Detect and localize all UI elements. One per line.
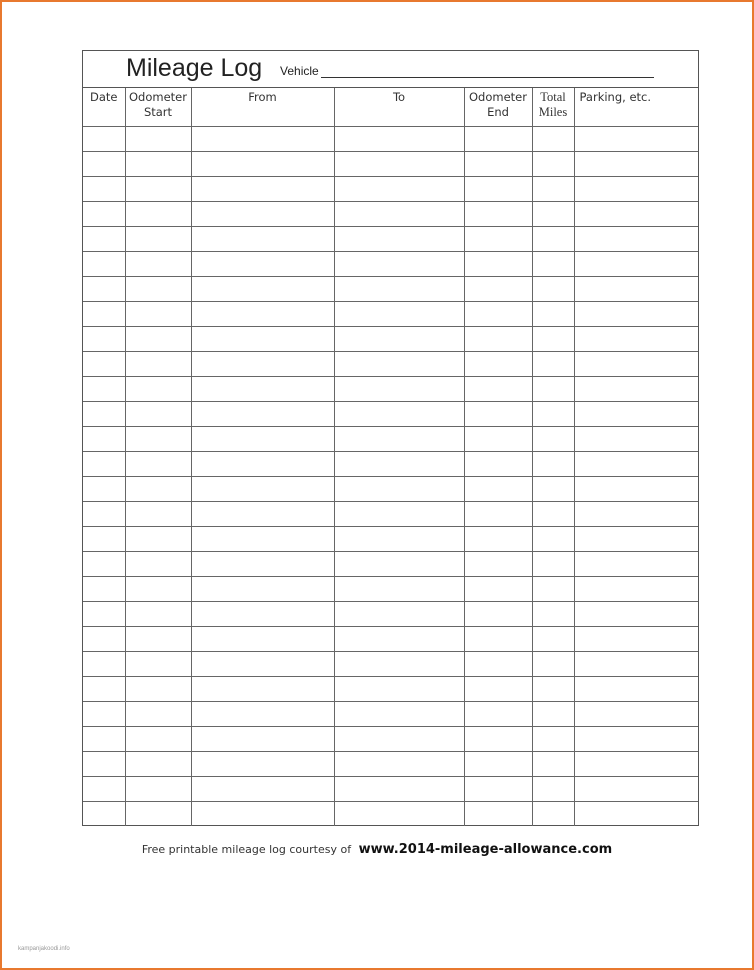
table-row <box>83 127 698 152</box>
table-row <box>83 527 698 552</box>
table-cell <box>83 552 125 577</box>
table-row <box>83 577 698 602</box>
table-row <box>83 702 698 727</box>
table-cell <box>191 327 334 352</box>
table-cell <box>83 502 125 527</box>
table-cell <box>532 452 574 477</box>
footer <box>2 842 752 857</box>
table-cell <box>574 177 698 202</box>
table-cell <box>83 177 125 202</box>
table-cell <box>464 177 532 202</box>
header-row <box>83 88 698 127</box>
table-cell <box>83 802 125 827</box>
table-cell <box>574 127 698 152</box>
table-cell <box>191 127 334 152</box>
table-cell <box>464 602 532 627</box>
table-cell <box>532 602 574 627</box>
table-cell <box>532 202 574 227</box>
footer-text: Free printable mileage log courtesy of <box>141 843 352 856</box>
table-cell <box>574 202 698 227</box>
footer-url: www.2014-mileage-allowance.com <box>358 842 613 857</box>
table-row <box>83 152 698 177</box>
table-cell <box>574 452 698 477</box>
table-cell <box>125 477 191 502</box>
table-cell <box>574 752 698 777</box>
table-cell <box>464 752 532 777</box>
vehicle-label: Vehicle <box>280 64 319 78</box>
page <box>2 2 752 968</box>
table-cell <box>334 752 464 777</box>
table-cell <box>83 677 125 702</box>
table-cell <box>334 452 464 477</box>
table-cell <box>334 177 464 202</box>
watermark: kampanjakoodi.info <box>18 946 70 952</box>
table-row <box>83 277 698 302</box>
table-cell <box>125 252 191 277</box>
table-cell <box>125 752 191 777</box>
table-cell <box>574 502 698 527</box>
table-row <box>83 227 698 252</box>
table-cell <box>191 602 334 627</box>
table-cell <box>464 777 532 802</box>
table-cell <box>191 502 334 527</box>
table-cell <box>125 602 191 627</box>
table-cell <box>125 777 191 802</box>
table-cell <box>464 527 532 552</box>
table-cell <box>334 627 464 652</box>
table-cell <box>125 302 191 327</box>
table-cell <box>532 427 574 452</box>
table-cell <box>532 727 574 752</box>
col-header-to: To <box>334 88 464 127</box>
table-cell <box>464 377 532 402</box>
table-cell <box>125 527 191 552</box>
table-cell <box>532 502 574 527</box>
table-cell <box>83 252 125 277</box>
table-cell <box>191 702 334 727</box>
table-cell <box>191 527 334 552</box>
table-cell <box>125 452 191 477</box>
col-header-parking: Parking, etc. <box>574 88 698 127</box>
table-cell <box>125 402 191 427</box>
table-cell <box>532 152 574 177</box>
table-cell <box>532 477 574 502</box>
table-cell <box>83 377 125 402</box>
table-cell <box>574 727 698 752</box>
table-cell <box>532 577 574 602</box>
table-cell <box>191 377 334 402</box>
table-cell <box>83 452 125 477</box>
title-bar <box>83 51 698 88</box>
table-cell <box>83 627 125 652</box>
table-cell <box>532 177 574 202</box>
table-cell <box>83 277 125 302</box>
table-cell <box>464 252 532 277</box>
table-cell <box>191 727 334 752</box>
table-cell <box>125 627 191 652</box>
table-cell <box>191 402 334 427</box>
table-cell <box>532 627 574 652</box>
table-cell <box>532 227 574 252</box>
table-cell <box>83 652 125 677</box>
table-cell <box>334 702 464 727</box>
table-cell <box>464 502 532 527</box>
table-cell <box>125 727 191 752</box>
table-row <box>83 627 698 652</box>
table-cell <box>125 802 191 827</box>
table-cell <box>83 527 125 552</box>
table-row <box>83 777 698 802</box>
table-cell <box>125 502 191 527</box>
table-row <box>83 402 698 427</box>
table-cell <box>532 352 574 377</box>
table-cell <box>574 152 698 177</box>
table-cell <box>191 252 334 277</box>
table-cell <box>532 527 574 552</box>
table-cell <box>532 677 574 702</box>
table-row <box>83 202 698 227</box>
table-cell <box>464 352 532 377</box>
table-cell <box>574 802 698 827</box>
table-cell <box>125 377 191 402</box>
table-cell <box>191 802 334 827</box>
table-cell <box>574 552 698 577</box>
mileage-log-form <box>82 50 699 826</box>
table-row <box>83 377 698 402</box>
table-cell <box>334 777 464 802</box>
table-cell <box>574 602 698 627</box>
table-cell <box>83 702 125 727</box>
table-cell <box>125 702 191 727</box>
col-header-odometer-end: Odometer End <box>464 88 532 127</box>
table-row <box>83 602 698 627</box>
table-cell <box>464 477 532 502</box>
table-cell <box>532 802 574 827</box>
table-cell <box>464 427 532 452</box>
table-cell <box>191 227 334 252</box>
table-cell <box>191 452 334 477</box>
col-header-date: Date <box>83 88 125 127</box>
table-cell <box>464 302 532 327</box>
table-row <box>83 477 698 502</box>
table-cell <box>83 402 125 427</box>
table-cell <box>464 152 532 177</box>
table-cell <box>334 652 464 677</box>
table-cell <box>191 652 334 677</box>
table-cell <box>464 202 532 227</box>
table-cell <box>334 377 464 402</box>
table-cell <box>574 627 698 652</box>
table-cell <box>464 677 532 702</box>
vehicle-field-line <box>321 77 654 78</box>
table-cell <box>574 652 698 677</box>
table-cell <box>191 277 334 302</box>
table-cell <box>191 177 334 202</box>
table-cell <box>125 677 191 702</box>
table-cell <box>83 477 125 502</box>
table-cell <box>125 327 191 352</box>
table-row <box>83 502 698 527</box>
table-cell <box>125 152 191 177</box>
table-cell <box>334 427 464 452</box>
table-cell <box>334 602 464 627</box>
table-cell <box>334 152 464 177</box>
table-row <box>83 802 698 827</box>
table-cell <box>83 427 125 452</box>
table-cell <box>464 127 532 152</box>
table-cell <box>574 677 698 702</box>
table-cell <box>334 352 464 377</box>
col-header-odometer-start: Odometer Start <box>125 88 191 127</box>
table-row <box>83 752 698 777</box>
table-cell <box>191 302 334 327</box>
table-cell <box>83 327 125 352</box>
table-row <box>83 177 698 202</box>
table-cell <box>532 277 574 302</box>
table-row <box>83 677 698 702</box>
table-row <box>83 427 698 452</box>
table-cell <box>334 527 464 552</box>
table-row <box>83 552 698 577</box>
table-cell <box>532 402 574 427</box>
table-cell <box>464 402 532 427</box>
table-row <box>83 352 698 377</box>
table-cell <box>532 652 574 677</box>
table-cell <box>83 302 125 327</box>
table-cell <box>532 777 574 802</box>
table-cell <box>125 352 191 377</box>
table-cell <box>532 377 574 402</box>
table-cell <box>464 627 532 652</box>
table-cell <box>191 577 334 602</box>
table-cell <box>574 427 698 452</box>
table-cell <box>574 377 698 402</box>
table-cell <box>464 727 532 752</box>
table-cell <box>125 127 191 152</box>
table-cell <box>574 277 698 302</box>
table-cell <box>532 252 574 277</box>
table-cell <box>574 227 698 252</box>
table-cell <box>532 327 574 352</box>
table-cell <box>464 277 532 302</box>
table-cell <box>334 802 464 827</box>
table-cell <box>334 577 464 602</box>
table-cell <box>464 552 532 577</box>
table-row <box>83 652 698 677</box>
table-cell <box>191 352 334 377</box>
table-cell <box>334 202 464 227</box>
table-cell <box>464 227 532 252</box>
table-cell <box>191 202 334 227</box>
table-row <box>83 302 698 327</box>
table-cell <box>191 552 334 577</box>
table-cell <box>464 452 532 477</box>
table-cell <box>464 327 532 352</box>
table-cell <box>532 752 574 777</box>
table-cell <box>574 577 698 602</box>
table-cell <box>83 202 125 227</box>
table-cell <box>334 727 464 752</box>
table-row <box>83 727 698 752</box>
table-cell <box>464 577 532 602</box>
table-cell <box>83 752 125 777</box>
table-cell <box>83 152 125 177</box>
table-cell <box>83 352 125 377</box>
table-cell <box>125 202 191 227</box>
table-row <box>83 252 698 277</box>
table-cell <box>125 177 191 202</box>
col-header-from: From <box>191 88 334 127</box>
table-cell <box>125 652 191 677</box>
table-cell <box>334 477 464 502</box>
table-cell <box>191 677 334 702</box>
table-cell <box>574 402 698 427</box>
table-cell <box>334 252 464 277</box>
table-cell <box>83 127 125 152</box>
table-cell <box>334 327 464 352</box>
table-cell <box>191 777 334 802</box>
table-cell <box>334 302 464 327</box>
page-title: Mileage Log <box>126 54 263 82</box>
col-header-total-miles: Total Miles <box>532 88 574 127</box>
table-cell <box>574 252 698 277</box>
table-cell <box>83 602 125 627</box>
table-cell <box>125 277 191 302</box>
table-cell <box>574 702 698 727</box>
table-cell <box>191 152 334 177</box>
table-cell <box>83 727 125 752</box>
table-cell <box>83 577 125 602</box>
table-cell <box>464 802 532 827</box>
table-cell <box>334 127 464 152</box>
table-cell <box>83 777 125 802</box>
table-cell <box>334 677 464 702</box>
table-cell <box>334 402 464 427</box>
table-body <box>83 127 698 827</box>
table-cell <box>574 352 698 377</box>
table-cell <box>532 302 574 327</box>
table-cell <box>334 502 464 527</box>
mileage-table <box>83 88 698 826</box>
table-cell <box>574 477 698 502</box>
table-cell <box>125 427 191 452</box>
table-cell <box>334 227 464 252</box>
table-cell <box>191 752 334 777</box>
table-cell <box>125 552 191 577</box>
table-cell <box>532 702 574 727</box>
table-cell <box>574 302 698 327</box>
table-cell <box>464 702 532 727</box>
table-cell <box>191 627 334 652</box>
table-cell <box>574 777 698 802</box>
table-cell <box>574 327 698 352</box>
table-cell <box>191 477 334 502</box>
table-cell <box>83 227 125 252</box>
table-cell <box>532 127 574 152</box>
table-cell <box>574 527 698 552</box>
table-cell <box>532 552 574 577</box>
table-cell <box>191 427 334 452</box>
table-cell <box>125 577 191 602</box>
table-row <box>83 327 698 352</box>
table-cell <box>125 227 191 252</box>
table-cell <box>334 552 464 577</box>
table-cell <box>334 277 464 302</box>
table-cell <box>464 652 532 677</box>
table-row <box>83 452 698 477</box>
